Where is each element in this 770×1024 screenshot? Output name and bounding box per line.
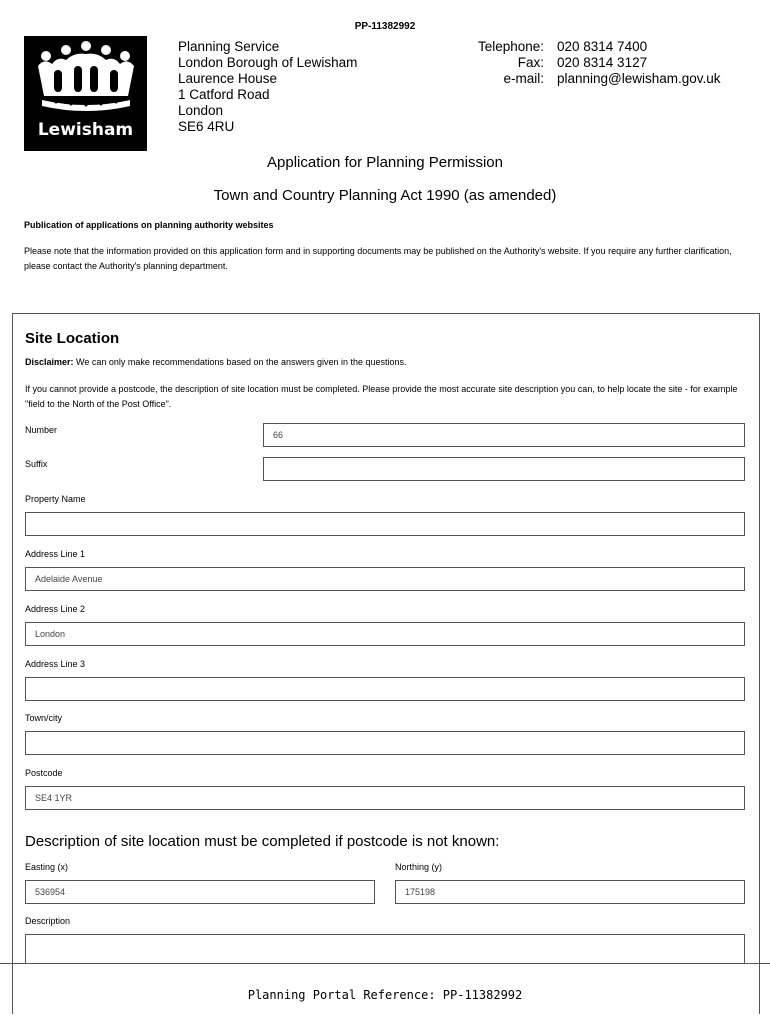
site-intro: If you cannot provide a postcode, the description of site location must be completed. Please provide the most accurate site description you can, to help locate the site - for example "field to the North of the Post Office". (25, 384, 738, 409)
form-title: Application for Planning Permission (267, 154, 503, 171)
publication-heading: Publication of applications on planning authority websites (24, 220, 274, 230)
address-block (178, 39, 357, 135)
email-link[interactable]: planning@lewisham.gov.uk (557, 71, 721, 86)
property-name-label: Property Name (25, 494, 86, 504)
property-name-field[interactable] (25, 512, 745, 536)
address-line: London Borough of Lewisham (178, 55, 358, 70)
email-label: e-mail: (503, 71, 544, 86)
number-label: Number (25, 425, 58, 435)
address-line-3-field[interactable] (25, 677, 745, 701)
site-location-heading: Site Location (25, 330, 120, 347)
fax-value: 020 8314 3127 (557, 55, 648, 70)
description-heading: Description of site location must be completed if postcode is not known: (25, 833, 500, 850)
fax-label: Fax: (517, 55, 544, 70)
address-line: 1 Catford Road (178, 87, 270, 102)
disclaimer (25, 357, 407, 367)
address-line: Planning Service (178, 39, 280, 54)
description-field[interactable] (25, 934, 745, 964)
disclaimer-text: We can only make recommendations based on the answers given in the questions. (73, 357, 407, 367)
form-subtitle: Town and Country Planning Act 1990 (as amended) (213, 187, 557, 204)
suffix-label: Suffix (25, 459, 48, 469)
northing-label: Northing (y) (395, 862, 443, 872)
footer-divider (0, 963, 770, 964)
easting-label: Easting (x) (25, 862, 69, 872)
postcode-label: Postcode (25, 768, 63, 778)
address-line: SE6 4RU (178, 119, 235, 134)
easting-field[interactable]: 536954 (25, 880, 375, 904)
lewisham-logo (24, 36, 147, 151)
address-line-3-label: Address Line 3 (25, 659, 86, 669)
logo-text: Lewisham (37, 120, 134, 140)
telephone-value: 020 8314 7400 (557, 39, 648, 54)
town-city-field[interactable] (25, 731, 745, 755)
footer-reference: Planning Portal Reference: PP-11382992 (247, 988, 523, 1002)
address-line-2-field[interactable]: London (25, 622, 745, 646)
address-line: Laurence House (178, 71, 278, 86)
postcode-field[interactable]: SE4 1YR (25, 786, 745, 810)
contact-values (557, 39, 721, 87)
address-line-1-label: Address Line 1 (25, 549, 86, 559)
town-city-label: Town/city (25, 713, 63, 723)
telephone-label: Telephone: (477, 39, 544, 54)
number-field[interactable]: 66 (263, 423, 745, 447)
site-location-section (12, 313, 760, 1014)
northing-field[interactable]: 175198 (395, 880, 745, 904)
disclaimer-label: Disclaimer: (25, 357, 74, 367)
address-line-2-label: Address Line 2 (25, 604, 86, 614)
description-label: Description (25, 916, 71, 926)
address-line: London (178, 103, 224, 118)
reference-top: PP-11382992 (354, 21, 416, 32)
contact-labels (456, 39, 544, 87)
suffix-field[interactable] (263, 457, 745, 481)
publication-text: Please note that the information provided on this application form and in supporting documents may be published on the Authority's website. If you require any further clarification, please contact the Authority's planning department. (24, 246, 732, 271)
address-line-1-field[interactable]: Adelaide Avenue (25, 567, 745, 591)
